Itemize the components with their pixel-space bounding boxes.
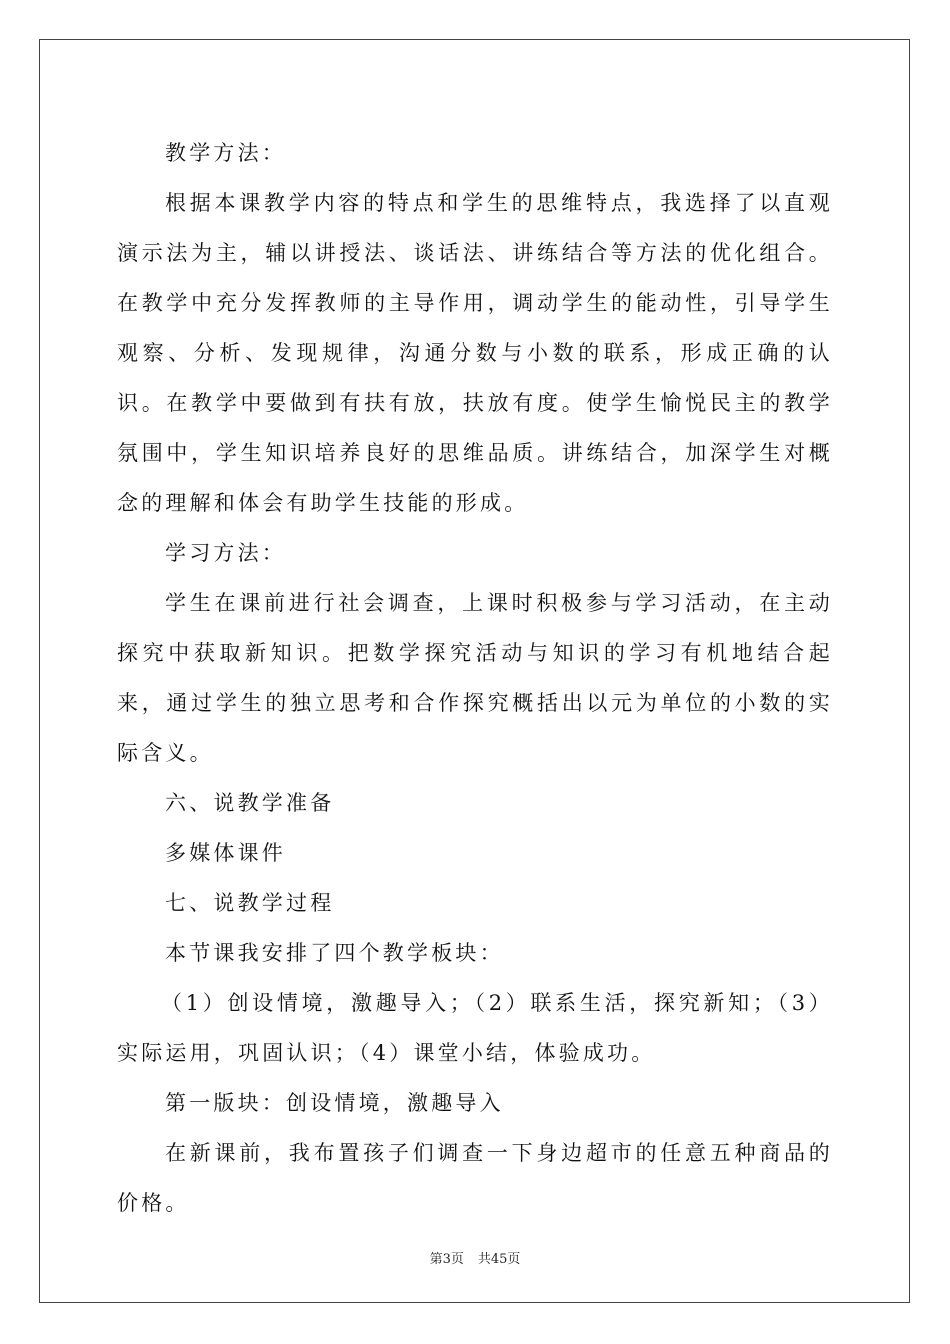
heading-teaching-process: 七、说教学过程 [165, 891, 335, 915]
paragraph-before-class: 在新课前，我布置孩子们调查一下身边超市的任意五种商品的价格。 [117, 1141, 833, 1215]
document-body [117, 128, 833, 1228]
page-footer [0, 1248, 950, 1267]
paragraph-learning-method: 学生在课前进行社会调查，上课时积极参与学习活动，在主动探究中获取新知识。把数学探究活动与知识的学习有机地结合起来，通过学生的独立思考和合作探究概括出以元为单位的小数的实际含义。 [117, 591, 833, 765]
page-number: 第3页 [429, 1252, 464, 1267]
heading-teaching-preparation: 六、说教学准备 [165, 791, 335, 815]
page-total: 共45页 [477, 1252, 521, 1267]
paragraph-teaching-method: 根据本课教学内容的特点和学生的思维特点，我选择了以直观演示法为主，辅以讲授法、谈话法、讲练结合等方法的优化组合。在教学中充分发挥教师的主导作用，调动学生的能动性，引导学生观察、分析、发现规律，沟通分数与小数的联系，形成正确的认识。在教学中要做到有扶有放，扶放有度。使学生愉悦民主的教学氛围中，学生知识培养良好的思维品质。讲练结合，加深学生对概念的理解和体会有助学生技能的形成。 [117, 191, 833, 515]
heading-section-one: 第一版块：创设情境，激趣导入 [165, 1091, 504, 1115]
paragraph-four-sections: 本节课我安排了四个教学板块： [165, 941, 504, 965]
heading-learning-method: 学习方法： [165, 541, 286, 565]
paragraph-section-list: （1）创设情境，激趣导入；（2）联系生活，探究新知；（3）实际运用，巩固认识；（4）课堂小结，体验成功。 [117, 991, 833, 1065]
heading-teaching-method: 教学方法： [165, 141, 286, 165]
paragraph-multimedia: 多媒体课件 [165, 841, 286, 865]
